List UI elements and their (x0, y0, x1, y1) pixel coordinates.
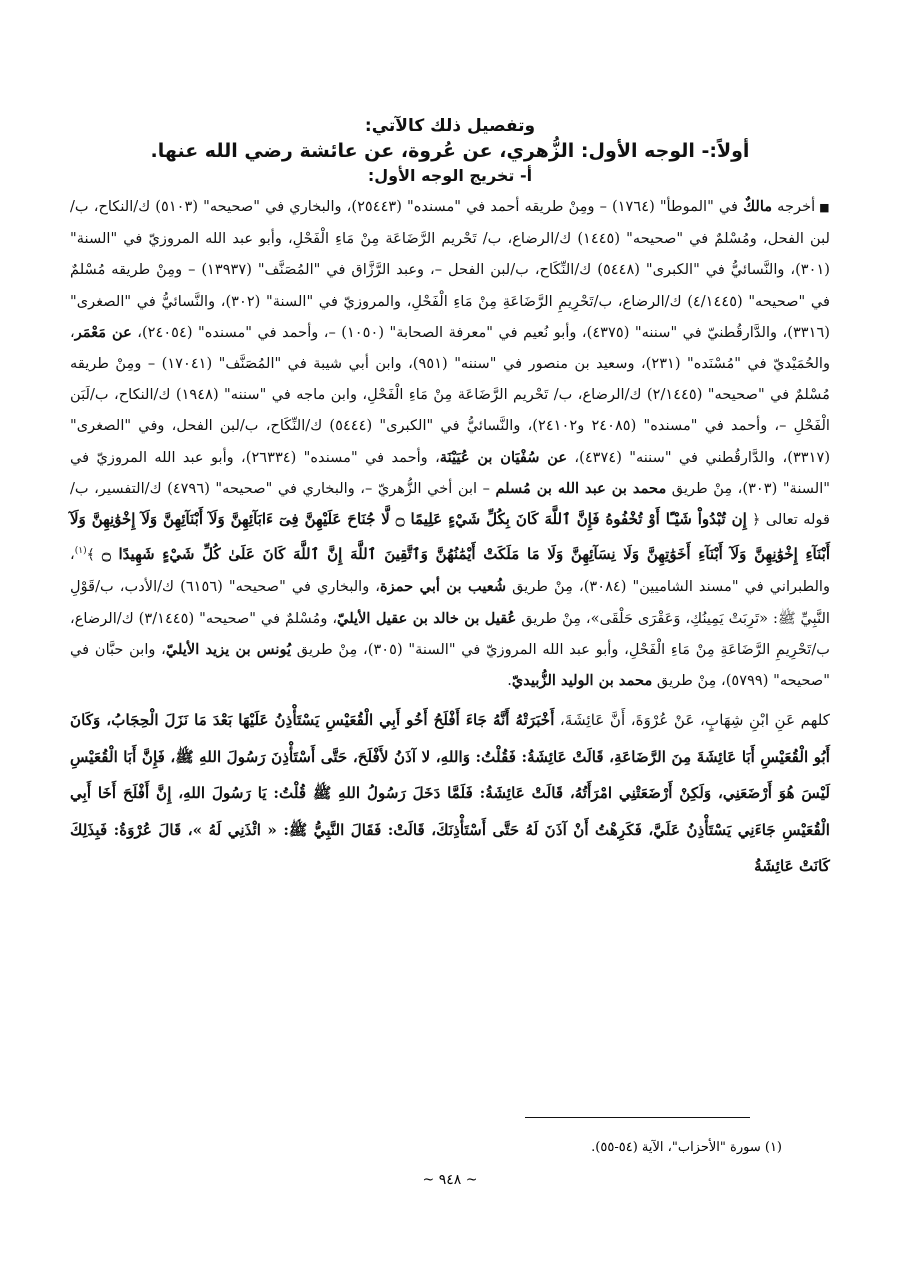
narrator-mamar: عن مَعْمَر (74, 323, 132, 341)
page-number: ~ ٩٤٨ ~ (422, 1172, 478, 1188)
quran-verse: إِن تُبْدُواْ شَيْـًٔا أَوْ تُخْفُوهُ فَإِنَّ ٱللَّهَ كَانَ بِكُلِّ شَيْءٍ عَلِيمًا ۝ لَّا جُنَاحَ عَلَيْهِنَّ فِىٓ ءَابَآئِهِنَّ وَلَآ أَبْنَآئِهِنَّ وَلَآ إِخْوَٰنِهِنَّ وَلَآ أَبْنَآءِ إِخْوَٰنِهِنَّ وَلَآ أَبْنَآءِ أَخَوَٰتِهِنَّ وَلَا نِسَآئِهِنَّ وَلَا مَا مَلَكَتْ أَيْمَٰنُهُنَّ وَٱتَّقِينَ ٱللَّهَ إِنَّ ٱللَّهَ كَانَ عَلَىٰ كُلِّ شَيْءٍ شَهِيدًا ۝ (70, 510, 831, 564)
quran-open-bracket: ﴿ (752, 512, 761, 529)
footnote-reference[interactable]: (١) (74, 546, 87, 557)
footnote: (١) سورة "الأحزاب"، الآية (٥٤-٥٥). (591, 1140, 782, 1155)
quran-close-bracket: ﴾ (86, 547, 95, 564)
takhrij-paragraph (70, 191, 830, 696)
text-run: ، ومُسْلمٌ في "صحيحه" (٣/١٤٤٥) ك/الرضاع، ب/تَحْرِيمِ الرَّضَاعَةِ مِنْ مَاءِ الْفَحْلِ، وأبو عبد الله المروزيّ في "السنة" (٣٠٥)، مِنْ طريق (70, 609, 831, 658)
hadith-matn: أَخْبَرَتْهُ أَنَّهُ جَاءَ أَفْلَحُ أَخُو أَبِي الْقُعَيْسِ يَسْتَأْذِنُ عَلَيْهَا بَعْدَ مَا نَزَلَ الْحِجَابُ، وَكَانَ أَبُو الْقُعَيْسِ أَبَا عَائِشَةَ مِنَ الرَّضَاعَةِ، قَالَتْ عَائِشَةُ: فَقُلْتُ: وَاللهِ، لا آذَنُ لأَفْلَحَ، حَتَّى أَسْتَأْذِنَ رَسُولَ اللهِ ﷺ، فَإِنَّ أَبَا الْقُعَيْسِ لَيْسَ هُوَ أَرْضَعَنِي، وَلَكِنْ أَرْضَعَتْنِي امْرَأَتُهُ، قَالَتْ عَائِشَةُ: فَلَمَّا دَخَلَ رَسُولُ اللهِ ﷺ قُلْتُ: يَا رَسُولَ اللهِ، إِنَّ أَفْلَحَ أَخَا أَبِي الْقُعَيْسِ جَاءَنِي يَسْتَأْذِنُ عَلَيَّ، فَكَرِهْتُ أَنْ آذَنَ لَهُ حَتَّى أَسْتَأْذِنَكَ، قَالَتْ: فَقَالَ النَّبِيُّ ﷺ: « ائْذَنِي لَهُ »، قَالَ عُرْوَةُ: فَبِذَلِكَ كَانَتْ عَائِشَةُ (70, 711, 830, 876)
hadith-isnad: كلهم عَنِ ابْنِ شِهَابٍ، عَنْ عُرْوَةَ، أَنَّ عَائِشَةَ، (554, 711, 831, 730)
text-run: . (507, 671, 512, 689)
document-body (70, 110, 830, 885)
first-aspect-heading: أولاً:- الوجه الأول: الزُّهري، عن عُروة، عن عائشة رضي الله عنها. (150, 140, 750, 162)
section-heading: وتفصيل ذلك كالآتي: (364, 116, 536, 136)
text-run: ، والبخاري في "صحيحه" (٦١٥٦) ك/الأدب، ب/قَوْلِ النَّبِيِّ ﷺ: «تَرِبَتْ يَمِينُكِ، وَعَقْرَى حَلْقَى»، مِنْ طريق (70, 578, 830, 627)
text-run: ، والطبراني في "مسند الشاميين" (٣٠٨٤)، مِنْ طريق (70, 546, 830, 596)
takhrij-heading: أ- تخريج الوجه الأول: (367, 166, 533, 185)
text-run: ، وأحمد في "مسنده" (٢٦٣٣٤)، وأبو عبد الله المروزيّ في "السنة" (٣٠٣)، مِنْ طريق (70, 448, 830, 497)
narrator-malik: مالكٌ (743, 198, 773, 215)
text-run: – ابن أخي الزُّهريّ –، والبخاري في "صحيحه" (٤٧٩٦) ك/التفسير، ب/قوله تعالى (70, 479, 830, 529)
text-run: أخرجه (772, 198, 816, 215)
narrator-sufyan: عن سُفْيَان بن عُيَيْنَة (439, 448, 568, 466)
text-run: في "الموطأ" (١٧٦٤) – ومِنْ طريقه أحمد في "مسنده" (٢٥٤٤٣)، والبخاري في "صحيحه" (٥١٠٣) ك/النكاح، ب/لبن الفحل، ومُسْلمٌ في "صحيحه" (١٤٤٥) ك/الرضاع، ب/ تَحْريم الرَّضَاعَة مِنْ مَاءِ الْفَحْلِ، وأبو عبد الله المروزيّ في "السنة" (٣٠١)، والنَّسائيُّ في "الكبرى" (٥٤٤٨) ك/النِّكَاح، ب/لبن الفحل –، وعبد الرَّزَّاق في "المُصَنَّف" (١٣٩٣٧) – ومِنْ طريقه مُسْلمٌ في "صحيحه" (٤/١٤٤٥) ك/الرضاع، ب/تَحْرِيمِ الرَّضَاعَةِ مِنْ مَاءِ الْفَحْلِ، والمروزيّ في "السنة" (٣٠٢)، والنَّسائيُّ في "الصغرى" (٣٣١٦)، والدَّارقُطنيّ في "سننه" (٤٣٧٥)، وأبو نُعيم في "معرفة الصحابة" (١٠٥٠) –، وأحمد في "مسنده" (٢٤٠٥٤)، (70, 198, 830, 341)
narrator-yunus: يُونس بن يزيد الأيليّ (165, 640, 292, 658)
narrator-uqayl: عُقيل بن خالد بن عقيل الأيليّ (337, 609, 517, 627)
narrator-shuayb: شُعيب بن أبي حمزة (380, 578, 507, 596)
bullet-icon: ■ (819, 201, 831, 214)
narrator-muhammad: محمد بن عبد الله بن مُسلم (495, 479, 667, 497)
text-run: ، وابن حبَّان في "صحيحه" (٥٧٩٩)، مِنْ طريق (70, 640, 830, 689)
narrator-zubaydi: محمد بن الوليد الزُّبيديّ (511, 671, 653, 689)
footnote-separator (525, 1117, 750, 1118)
text-run: ، والحُمَيْديّ في "مُسْنَده" (٢٣١)، وسعيد بن منصور في "سننه" (٩٥١)، وابن أبي شيبة في "المُصَنَّف" (١٧٠٤١) – ومِنْ طريقه مُسْلمٌ في "صحيحه" (٢/١٤٤٥) ك/الرضاع، ب/ تَحْريم الرَّضَاعَة مِنْ مَاءِ الْفَحْلِ، وابن ماجه في "سننه" (١٩٤٨) ك/النكاح، ب/لَبَن الْفَحْلِ –، وأحمد في "مسنده" (٢٤٠٨٥ و٢٤١٠٢)، والنَّسائيُّ في "الكبرى" (٥٤٤٤) ك/النِّكَاح، ب/لبن الفحل، وفي "الصغرى" (٣٣١٧)، والدَّارقُطني في "سننه" (٤٣٧٤)، (70, 323, 831, 466)
hadith-paragraph (70, 702, 830, 885)
